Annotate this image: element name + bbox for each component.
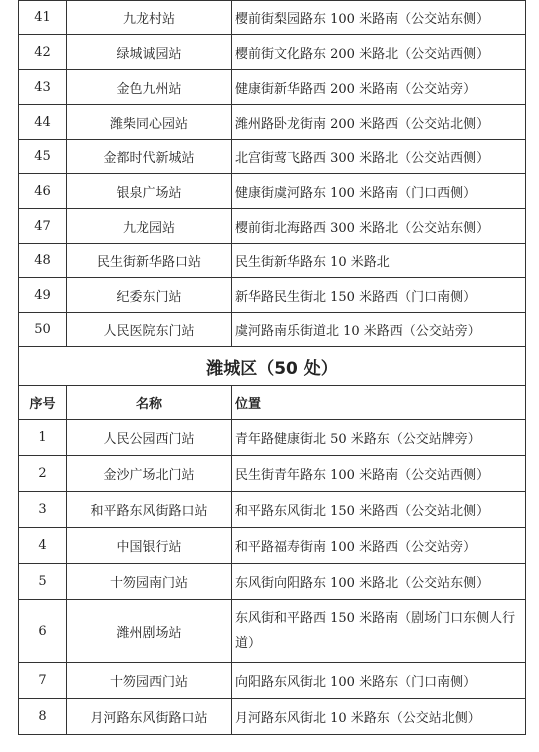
- station-name: 十笏园南门站: [67, 564, 232, 600]
- station-location: 民生街新华路东 10 米路北: [232, 244, 526, 278]
- station-location: 民生街青年路东 100 米路南（公交站西侧）: [232, 456, 526, 492]
- station-name: 金沙广场北门站: [67, 456, 232, 492]
- station-location: 樱前街文化路东 200 米路北（公交站西侧）: [232, 35, 526, 70]
- station-name: 纪委东门站: [67, 278, 232, 313]
- station-name: 金色九州站: [67, 70, 232, 105]
- row-number: 6: [19, 600, 67, 663]
- station-location: 新华路民生街北 150 米路西（门口南侧）: [232, 278, 526, 313]
- table-row: [19, 492, 526, 528]
- station-location: 和平路东风街北 150 米路西（公交站北侧）: [232, 492, 526, 528]
- row-number: 3: [19, 492, 67, 528]
- table-row: [19, 663, 526, 699]
- station-location: 东风街和平路西 150 米路南（剧场门口东侧人行道）: [232, 600, 526, 663]
- table-row: [19, 420, 526, 456]
- station-name: 十笏园西门站: [67, 663, 232, 699]
- section-title: 潍城区（50 处）: [19, 347, 526, 386]
- row-number: 48: [19, 244, 67, 278]
- row-number: 47: [19, 209, 67, 244]
- table-row: [19, 456, 526, 492]
- station-name: 月河路东风街路口站: [67, 699, 232, 735]
- station-location: 青年路健康街北 50 米路东（公交站牌旁）: [232, 420, 526, 456]
- row-number: 7: [19, 663, 67, 699]
- station-location: 健康街新华路西 200 米路南（公交站旁）: [232, 70, 526, 105]
- header-number: 序号: [19, 386, 67, 420]
- station-name: 潍州剧场站: [67, 600, 232, 663]
- table-row: [19, 140, 526, 174]
- table-row: [19, 174, 526, 209]
- table-row: [19, 699, 526, 735]
- station-location: 向阳路东风街北 100 米路东（门口南侧）: [232, 663, 526, 699]
- station-name: 九龙园站: [67, 209, 232, 244]
- row-number: 2: [19, 456, 67, 492]
- station-location: 樱前街北海路西 300 米路北（公交站东侧）: [232, 209, 526, 244]
- station-location: 东风街向阳路东 100 米路北（公交站东侧）: [232, 564, 526, 600]
- table-row: [19, 313, 526, 347]
- table-row: [19, 528, 526, 564]
- header-location: 位置: [232, 386, 526, 420]
- table-row: [19, 35, 526, 70]
- station-name: 人民医院东门站: [67, 313, 232, 347]
- station-location: 和平路福寿街南 100 米路西（公交站旁）: [232, 528, 526, 564]
- station-location: 北宫街莺飞路西 300 米路北（公交站西侧）: [232, 140, 526, 174]
- section-title-row: [19, 347, 526, 386]
- station-name: 绿城诚园站: [67, 35, 232, 70]
- station-table: [18, 0, 526, 735]
- station-name: 银泉广场站: [67, 174, 232, 209]
- station-name: 金都时代新城站: [67, 140, 232, 174]
- row-number: 43: [19, 70, 67, 105]
- table-row: [19, 105, 526, 140]
- station-name: 和平路东风街路口站: [67, 492, 232, 528]
- row-number: 44: [19, 105, 67, 140]
- station-name: 九龙村站: [67, 1, 232, 35]
- row-number: 4: [19, 528, 67, 564]
- station-name: 人民公园西门站: [67, 420, 232, 456]
- table-row: [19, 600, 526, 663]
- table-row: [19, 209, 526, 244]
- row-number: 42: [19, 35, 67, 70]
- station-name: 中国银行站: [67, 528, 232, 564]
- table-row: [19, 244, 526, 278]
- station-location: 月河路东风街北 10 米路东（公交站北侧）: [232, 699, 526, 735]
- row-number: 50: [19, 313, 67, 347]
- row-number: 41: [19, 1, 67, 35]
- row-number: 8: [19, 699, 67, 735]
- row-number: 46: [19, 174, 67, 209]
- header-name: 名称: [67, 386, 232, 420]
- table-row: [19, 278, 526, 313]
- station-name: 民生街新华路口站: [67, 244, 232, 278]
- table-row: [19, 564, 526, 600]
- row-number: 1: [19, 420, 67, 456]
- row-number: 49: [19, 278, 67, 313]
- station-location: 虞河路南乐街道北 10 米路西（公交站旁）: [232, 313, 526, 347]
- station-name: 潍柴同心园站: [67, 105, 232, 140]
- table-row: [19, 70, 526, 105]
- station-location: 健康街虞河路东 100 米路南（门口西侧）: [232, 174, 526, 209]
- row-number: 45: [19, 140, 67, 174]
- table-row: [19, 1, 526, 35]
- table-header-row: [19, 386, 526, 420]
- station-location: 樱前街梨园路东 100 米路南（公交站东侧）: [232, 1, 526, 35]
- row-number: 5: [19, 564, 67, 600]
- station-location: 潍州路卧龙街南 200 米路西（公交站北侧）: [232, 105, 526, 140]
